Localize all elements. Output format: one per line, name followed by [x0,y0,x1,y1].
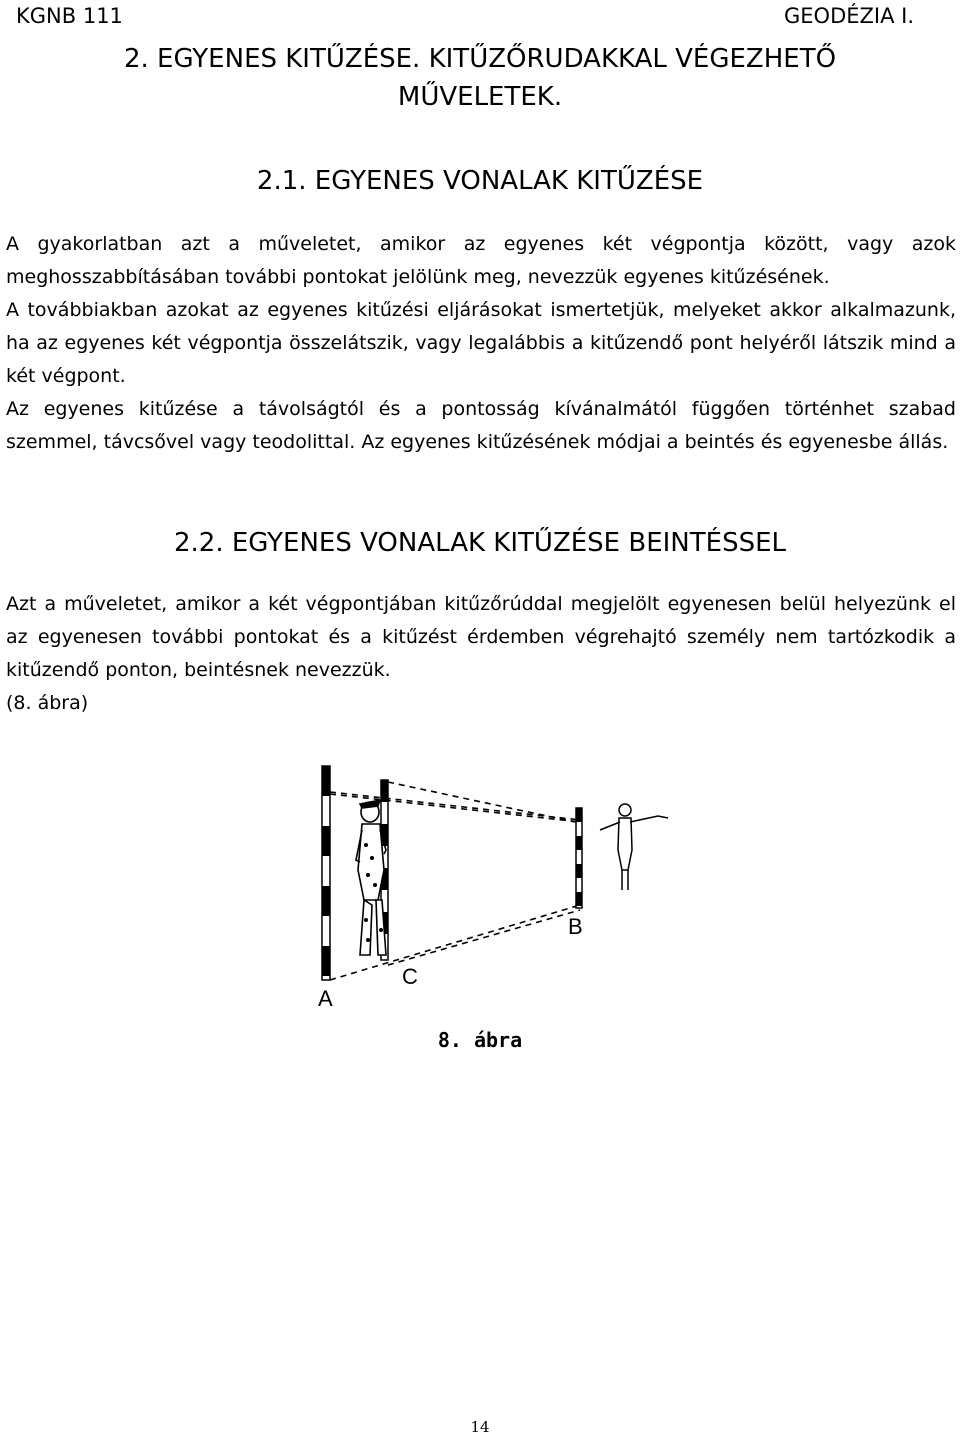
paragraph-accuracy: Az egyenes kitűzése a távolságtól és a pontosság kívánalmától függően történhet szabad szemmel, távcsővel vagy teodolittal. Az egyenes kitűzésének módjai a beintés és egyenesbe állás. [6,398,956,453]
label-b: B [568,914,583,939]
paragraph-beintes: Azt a műveletet, amikor a két végpontjában kitűzőrúddal megjelölt egyenesen belül helyezünk el az egyenesen további pontokat és a kitűzést érdemben végrehajtó személy nem tartózkodik a kitűzendő ponton, beintésnek nevezzük. [6,593,956,681]
pole-a [322,766,330,980]
header-subject: GEODÉZIA I. [784,4,914,28]
person-signaling [600,804,668,890]
figure-reference: (8. ábra) [6,692,89,714]
pole-b [576,808,582,908]
page-number: 14 [470,1418,490,1436]
section-title-2-1: 2.1. EGYENES VONALAK KITŰZÉSE [256,166,704,196]
figure-caption: 8. ábra [437,1028,523,1052]
label-a: A [318,986,333,1010]
section-title-2-2: 2.2. EGYENES VONALAK KITŰZÉSE BEINTÉSSEL [173,528,786,558]
figure-8-beintes [280,750,700,1010]
header-course-code: KGNB 111 [16,4,123,28]
chapter-title: 2. EGYENES KITŰZÉSE. KITŰZŐRUDAKKAL VÉGEZHETŐ MŰVELETEK. [123,44,837,112]
paragraph-definition: A gyakorlatban azt a műveletet, amikor az egyenes két végpontja között, vagy azok meghosszabbításában további pontokat jelölünk meg, nevezzük egyenes kitűzésének. [6,233,956,288]
label-c: C [402,964,418,989]
paragraph-methods: A továbbiakban azokat az egyenes kitűzési eljárásokat ismertetjük, melyeket akkor alkalmazunk, ha az egyenes két végpontja összelátszik, vagy legalábbis a kitűzendő pont helyéről látszik mind a két végpont. [6,299,956,387]
